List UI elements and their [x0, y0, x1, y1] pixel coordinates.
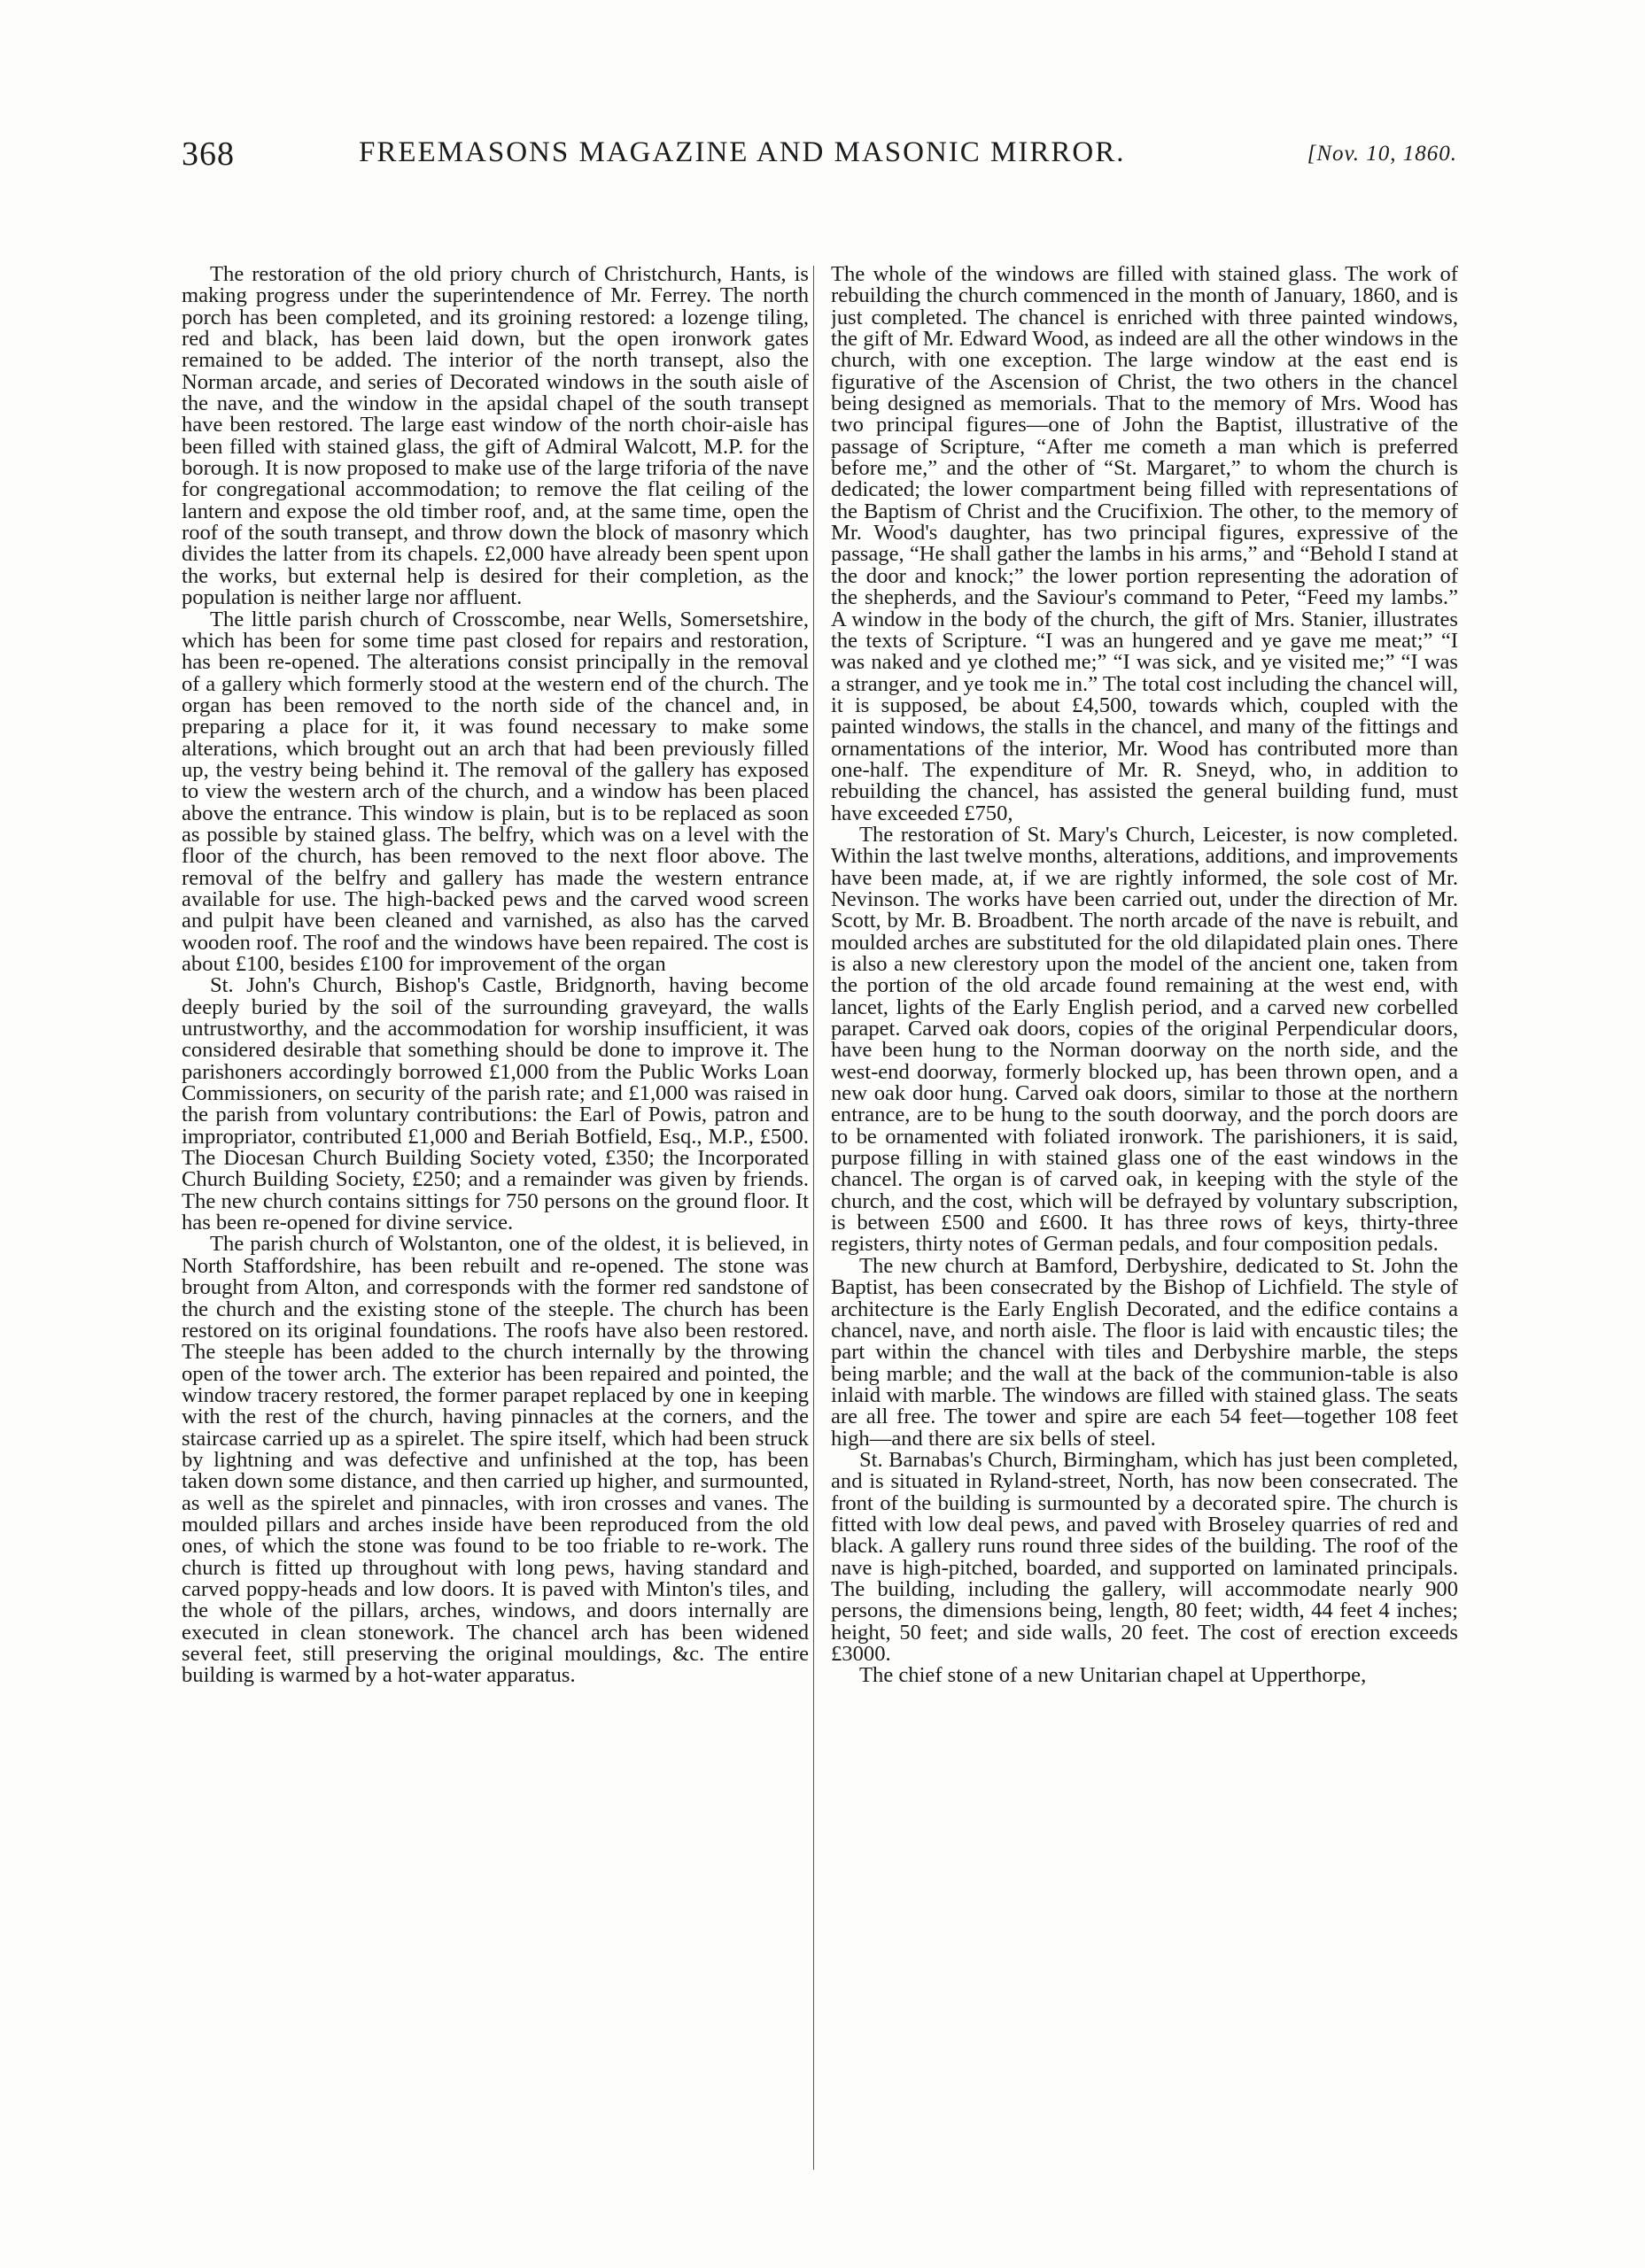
- article-paragraph: The parish church of Wolstanton, one of the oldest, it is believed, in North Staffordshire, has been rebuilt and re-opened. The stone was brought from Alton, and corresponds with the former red sandstone of the church and the existing stone of the steeple. The church has been restored on its original foundations. The roofs have also been restored. The steeple has been added to the church internally by the throwing open of the tower arch. The exterior has been repaired and pointed, the window tracery restored, the former parapet replaced by one in keeping with the rest of the church, having pinnacles at the corners, and the staircase carried up as a spirelet. The spire itself, which had been struck by lightning and was defective and unfinished at the top, has been taken down some distance, and then carried up higher, and surmounted, as well as the spirelet and pinnacles, with iron crosses and vanes. The moulded pillars and arches inside have been reproduced from the old ones, of which the stone was found to be too friable to re-work. The church is fitted up throughout with long pews, having standard and carved poppy-heads and low doors. It is paved with Minton's tiles, and the whole of the pillars, arches, windows, and doors internally are executed in clean stonework. The chancel arch has been widened several feet, still preserving the original mouldings, &c. The entire building is warmed by a hot-water apparatus.: [182, 1232, 809, 1688]
- article-paragraph: The whole of the windows are filled with stained glass. The work of rebuilding the church commenced in the month of January, 1860, and is just completed. The chancel is enriched with three painted windows, the gift of Mr. Edward Wood, as indeed are all the other windows in the church, with one exception. The large window at the east end is figurative of the Ascension of Christ, the two others in the chancel being designed as memorials. That to the memory of Mrs. Wood has two principal figures—one of John the Baptist, illustrative of the passage of Scripture, “After me cometh a man which is preferred before me,” and the other of “St. Margaret,” to whom the church is dedicated; the lower compartment being filled with representations of the Baptism of Christ and the Crucifixion. The other, to the memory of Mr. Wood's daughter, has two principal figures, expressive of the passage, “He shall gather the lambs in his arms,” and “Behold I stand at the door and knock;” the lower portion representing the adoration of the shepherds, and the Saviour's command to Peter, “Feed my lambs.” A window in the body of the church, the gift of Mrs. Stanier, illustrates the texts of Scripture. “I was an hungered and ye gave me meat;” “I was naked and ye clothed me;” “I was sick, and ye visited me;” “I was a stranger, and ye took me in.” The total cost including the chancel will, it is supposed, be about £4,500, towards which, coupled with the painted windows, the stalls in the chancel, and many of the fittings and ornamentations of the interior, Mr. Wood has contributed more than one-half. The expenditure of Mr. R. Sneyd, who, in addition to rebuilding the chancel, has assisted the general building fund, must have exceeded £750,: [831, 264, 1458, 825]
- left-column: [182, 264, 809, 2168]
- article-paragraph: The restoration of St. Mary's Church, Leicester, is now completed. Within the last twelve months, alterations, additions, and improvements have been made, at, if we are rightly informed, the sole cost of Mr. Nevinson. The works have been carried out, under the direction of Mr. Scott, by Mr. B. Broadbent. The north arcade of the nave is rebuilt, and moulded arches are substituted for the old dilapidated plain ones. There is also a new clerestory upon the model of the ancient one, taken from the portion of the old arcade found remaining at the west end, with lancet, lights of the Early English period, and a carved new corbelled parapet. Carved oak doors, copies of the original Perpendicular doors, have been hung to the Norman doorway on the north side, and the west-end doorway, formerly blocked up, has been thrown open, and a new oak door hung. Carved oak doors, similar to those at the northern entrance, are to be hung to the south doorway, and the porch doors are to be ornamented with foliated ironwork. The parishioners, it is said, purpose filling in with stained glass one of the east windows in the chancel. The organ is of carved oak, in keeping with the style of the church, and the cost, which will be defrayed by voluntary subscription, is between £500 and £600. It has three rows of keys, thirty-three registers, thirty notes of German pedals, and four composition pedals.: [831, 822, 1458, 1257]
- page-number: 368: [182, 135, 235, 173]
- issue-date: [Nov. 10, 1860.: [1307, 142, 1457, 166]
- article-paragraph: The chief stone of a new Unitarian chapel at Upperthorpe,: [859, 1663, 1367, 1688]
- article-paragraph: The restoration of the old priory church of Christchurch, Hants, is making progress under the superintendence of Mr. Ferrey. The north porch has been completed, and its groining restored: a lozenge tiling, red and black, has been laid down, but the open ironwork gates remained to be added. The interior of the north transept, also the Norman arcade, and series of Decorated windows in the south aisle of the nave, and the window in the apsidal chapel of the south transept have been restored. The large east window of the north choir-aisle has been filled with stained glass, the gift of Admiral Walcott, M.P. for the borough. It is now proposed to make use of the large triforia of the nave for congregational accommodation; to remove the flat ceiling of the lantern and expose the old timber roof, and, at the same time, open the roof of the south transept, and throw down the block of masonry which divides the latter from its chapels. £2,000 have already been spent upon the works, but external help is desired for their completion, as the population is neither large nor affluent.: [182, 264, 809, 610]
- masthead-title: FREEMASONS MAGAZINE AND MASONIC MIRROR.: [359, 136, 1126, 168]
- page-header: [182, 135, 1457, 188]
- column-divider: [813, 266, 814, 2170]
- article-paragraph: St. John's Church, Bishop's Castle, Bridgnorth, having become deeply buried by the soil of the surrounding graveyard, the walls untrustworthy, and the accommodation for worship insufficient, it was considered desirable that something should be done to improve it. The parishoners accordingly borrowed £1,000 from the Public Works Loan Commissioners, on security of the parish rate; and £1,000 was raised in the parish from voluntary contributions: the Earl of Powis, patron and impropriator, contributed £1,000 and Beriah Botfield, Esq., M.P., £500. The Diocesan Church Building Society voted, £350; the Incorporated Church Building Society, £250; and a remainder was given by friends. The new church contains sittings for 750 persons on the ground floor. It has been re-opened for divine service.: [182, 973, 809, 1235]
- article-paragraph: The new church at Bamford, Derbyshire, dedicated to St. John the Baptist, has been consecrated by the Bishop of Lichfield. The style of architecture is the Early English Decorated, and the edifice contains a chancel, nave, and north aisle. The floor is laid with encaustic tiles; the part within the chancel with tiles and Derbyshire marble, the steps being marble; and the wall at the back of the communion-table is also inlaid with marble. The windows are filled with stained glass. The seats are all free. The tower and spire are each 54 feet—together 108 feet high—and there are six bells of steel.: [831, 1253, 1458, 1451]
- article-paragraph: St. Barnabas's Church, Birmingham, which has just been completed, and is situated in Ryland-street, North, has now been consecrated. The front of the building is surmounted by a decorated spire. The church is fitted with low deal pews, and paved with Broseley quarries of red and black. A gallery runs round three sides of the building. The roof of the nave is high-pitched, boarded, and supported on laminated principals. The building, including the gallery, will accommodate nearly 900 persons, the dimensions being, length, 80 feet; width, 44 feet 4 inches; height, 50 feet; and side walls, 20 feet. The cost of erection exceeds £3000.: [831, 1447, 1458, 1666]
- article-paragraph: The little parish church of Crosscombe, near Wells, Somersetshire, which has been for some time past closed for repairs and restoration, has been re-opened. The alterations consist principally in the removal of a gallery which formerly stood at the western end of the church. The organ has been removed to the north side of the chancel and, in preparing a place for it, it was found necessary to make some alterations, which brought out an arch that had been previously filled up, the vestry being behind it. The removal of the gallery has exposed to view the western arch of the church, and a window has been placed above the entrance. This window is plain, but is to be replaced as soon as possible by stained glass. The belfry, which was on a level with the floor of the church, has been removed to the next floor above. The removal of the belfry and gallery has made the western entrance available for use. The high-backed pews and the carved wood screen and pulpit have been cleaned and varnished, as also has the carved wooden roof. The roof and the windows have been repaired. The cost is about £100, besides £100 for improvement of the organ: [182, 607, 809, 976]
- right-column: [831, 264, 1458, 2168]
